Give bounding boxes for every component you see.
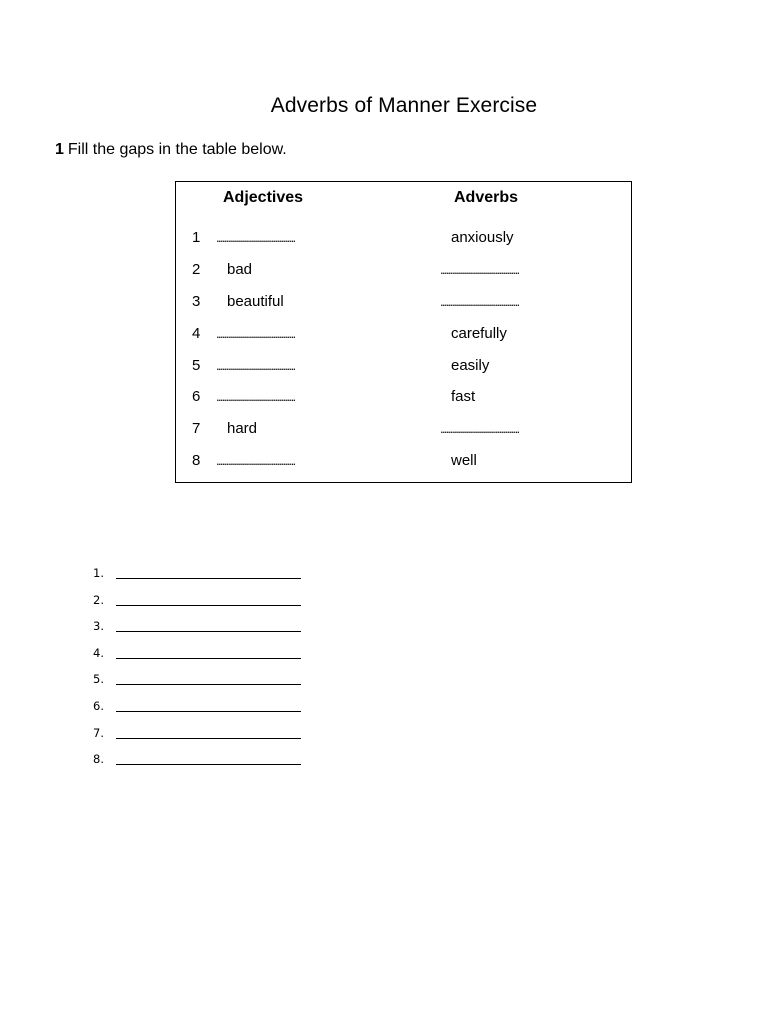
- instruction-text: Fill the gaps in the table below.: [67, 141, 287, 158]
- answer-blank[interactable]: [116, 578, 301, 579]
- instruction-number: 1: [55, 141, 64, 158]
- answer-line: [93, 752, 104, 766]
- adjective-cell: beautiful: [227, 293, 284, 310]
- adverb-blank: .......................................: [440, 294, 519, 309]
- answer-line: [93, 566, 104, 580]
- answer-blank[interactable]: [116, 684, 301, 685]
- header-adverbs: Adverbs: [454, 189, 519, 206]
- answer-number: 5.: [93, 672, 104, 687]
- row-number: 7: [192, 420, 201, 437]
- adverb-cell: well: [451, 452, 477, 469]
- answer-blank[interactable]: [116, 631, 301, 632]
- adjective-blank: .......................................: [216, 358, 295, 373]
- header-adjectives: Adjectives: [223, 189, 304, 206]
- row-number: 5: [192, 357, 201, 374]
- instruction: [55, 141, 287, 159]
- answer-blank[interactable]: [116, 764, 301, 765]
- answer-number: 4.: [93, 645, 104, 660]
- row-number: 1: [192, 229, 201, 246]
- answer-line: [93, 619, 104, 633]
- answer-number: 7.: [93, 725, 104, 740]
- answer-number: 3.: [93, 619, 104, 634]
- adverb-cell: anxiously: [451, 229, 514, 246]
- row-number: 2: [192, 261, 201, 278]
- row-number: 8: [192, 452, 201, 469]
- answer-blank[interactable]: [116, 658, 301, 659]
- adverb-blank: .......................................: [440, 262, 519, 277]
- adjective-blank: .......................................: [216, 326, 295, 341]
- adverb-blank: .......................................: [440, 421, 519, 436]
- adverb-cell: carefully: [451, 325, 507, 342]
- answer-number: 6.: [93, 699, 104, 713]
- answer-number: 8.: [93, 752, 104, 767]
- answer-blank[interactable]: [116, 738, 301, 739]
- adjective-blank: .......................................: [216, 230, 295, 245]
- answer-line: [93, 646, 104, 660]
- answer-line: [93, 593, 104, 607]
- page-title: Adverbs of Manner Exercise: [270, 94, 538, 117]
- adjective-blank: .......................................: [216, 453, 295, 468]
- adjective-cell: bad: [227, 261, 253, 278]
- adjective-blank: .......................................: [216, 389, 295, 404]
- answer-line: [93, 726, 104, 740]
- answer-blank[interactable]: [116, 711, 301, 712]
- answer-number: 1.: [93, 566, 104, 580]
- adjective-cell: hard: [227, 420, 258, 437]
- answer-blank[interactable]: [116, 605, 301, 606]
- row-number: 3: [192, 293, 201, 310]
- adverb-cell: fast: [451, 388, 476, 405]
- row-number: 6: [192, 388, 201, 405]
- answer-number: 2.: [93, 592, 104, 607]
- row-number: 4: [192, 325, 201, 342]
- adverb-cell: easily: [451, 357, 490, 374]
- answer-line: [93, 699, 104, 713]
- answer-line: [93, 672, 104, 686]
